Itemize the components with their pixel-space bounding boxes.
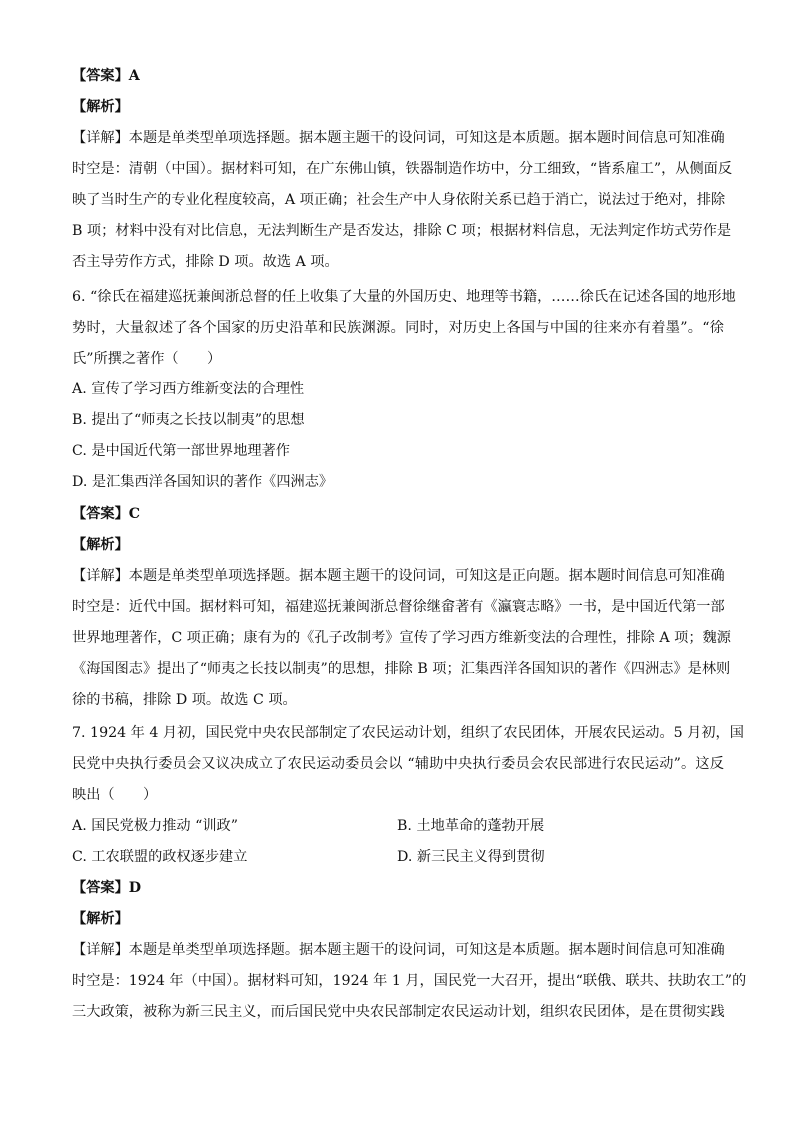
detail-line: 时空是：1924 年（中国）。据材料可知，1924 年 1 月，国民党一大召开，提出“联俄、联共、扶助农工”的 (72, 973, 747, 989)
question-6-stem: 6. “徐氏在福建巡抚兼闽浙总督的任上收集了大量的外国历史、地理等书籍，……徐氏在记述各国的地形地 (72, 289, 736, 305)
detail-line: B 项；材料中没有对比信息，无法判断生产是否发达，排除 C 项；根据材料信息，无法判定作坊式劳作是 (72, 223, 732, 239)
question-7-stem: 民党中央执行委员会又议决成立了农民运动委员会以 “辅助中央执行委员会农民部进行农民运动”。这反 (72, 756, 724, 772)
detail-line: 时空是：近代中国。据材料可知，福建巡抚兼闽浙总督徐继畲著有《瀛寰志略》一书，是中国近代第一部 (72, 599, 725, 615)
question-6-stem: 氏”所撰之著作（ ） (72, 351, 222, 367)
detail-line: 【详解】本题是单类型单项选择题。据本题主题干的设问词，可知这是正向题。据本题时间信息可知准确 (72, 568, 725, 584)
detail-line: 否主导劳作方式，排除 D 项。故选 A 项。 (72, 254, 339, 270)
question-6-option-a: A. 宣传了学习西方维新变法的合理性 (72, 381, 305, 397)
question-7-stem: 映出（ ） (72, 787, 158, 803)
answer-label: 【答案】A (72, 68, 140, 84)
analysis-label: 【解析】 (72, 911, 129, 927)
question-7-stem: 7. 1924 年 4 月初，国民党中央农民部制定了农民运动计划，组织了农民团体，开展农民运动。5 月初，国 (72, 725, 744, 741)
detail-line: 《海国图志》提出了“师夷之长技以制夷”的思想，排除 B 项；汇集西洋各国知识的著作《四洲志》是林则 (72, 661, 731, 677)
answer-label: 【答案】C (72, 506, 141, 522)
question-6-option-d: D. 是汇集西洋各国知识的著作《四洲志》 (72, 474, 334, 490)
detail-line: 世界地理著作，C 项正确；康有为的《孔子改制考》宣传了学习西方维新变法的合理性，排除 A 项；魏源 (72, 630, 731, 646)
detail-line: 徐的书稿，排除 D 项。故选 C 项。 (72, 692, 297, 708)
question-6-stem: 势时，大量叙述了各个国家的历史沿革和民族渊源。同时，对历史上各国与中国的往来亦有着墨”。“徐 (72, 320, 724, 336)
detail-line: 三大政策，被称为新三民主义，而后国民党中央农民部制定农民运动计划，组织农民团体，是在贯彻实践 (72, 1004, 725, 1020)
detail-line: 时空是：清朝（中国）。据材料可知，在广东佛山镇，铁器制造作坊中，分工细致，“皆系雇工”，从侧面反 (72, 161, 733, 177)
analysis-label: 【解析】 (72, 537, 129, 553)
detail-line: 【详解】本题是单类型单项选择题。据本题主题干的设问词，可知这是本质题。据本题时间信息可知准确 (72, 130, 725, 146)
question-7-option-d: D. 新三民主义得到贯彻 (397, 849, 545, 865)
detail-line: 【详解】本题是单类型单项选择题。据本题主题干的设问词，可知这是本质题。据本题时间信息可知准确 (72, 942, 725, 958)
analysis-label: 【解析】 (72, 99, 129, 115)
question-7-option-c: C. 工农联盟的政权逐步建立 (72, 849, 248, 865)
detail-line: 映了当时生产的专业化程度较高，A 项正确；社会生产中人身依附关系已趋于消亡，说法过于绝对，排除 (72, 192, 726, 208)
question-6-option-c: C. 是中国近代第一部世界地理著作 (72, 443, 290, 459)
question-7-option-a: A. 国民党极力推动 “训政” (72, 818, 238, 834)
question-7-option-b: B. 土地革命的蓬勃开展 (397, 818, 545, 834)
question-6-option-b: B. 提出了“师夷之长技以制夷”的思想 (72, 412, 305, 428)
answer-label: 【答案】D (72, 880, 142, 896)
